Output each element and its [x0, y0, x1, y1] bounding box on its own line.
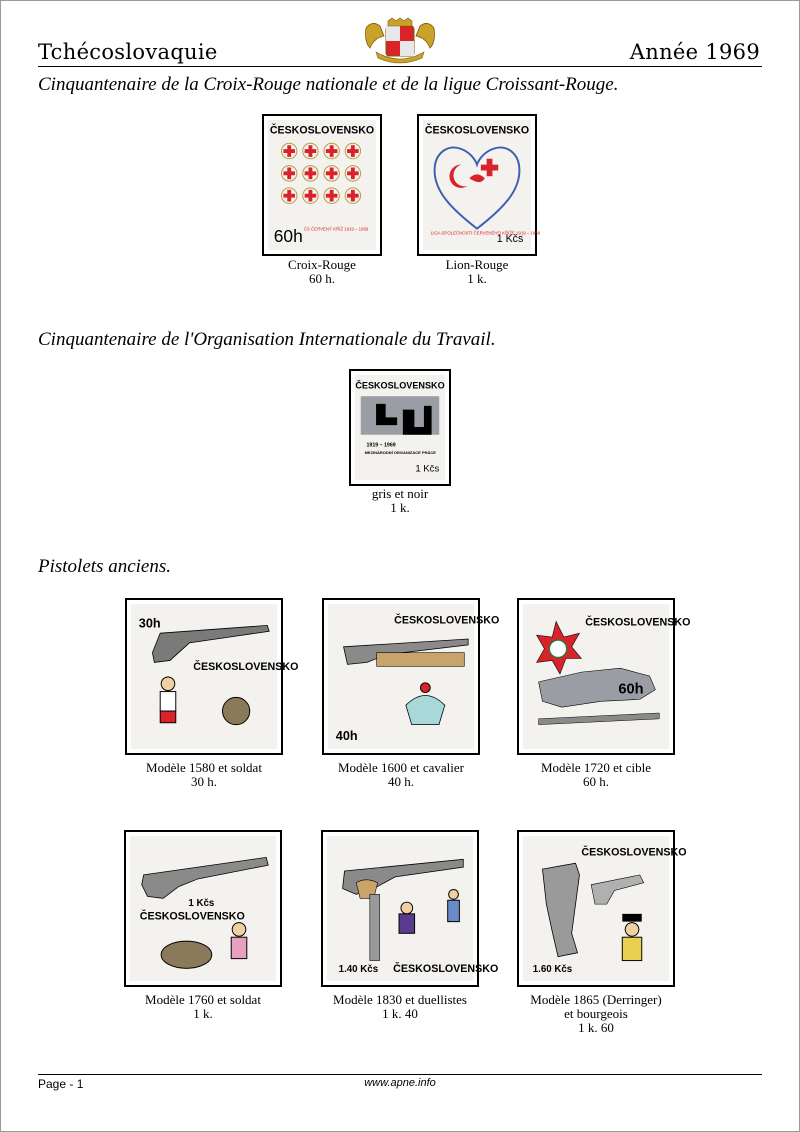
stamp-value: 60 h.: [309, 271, 335, 286]
caption-oit: [300, 487, 500, 515]
stamp-name: gris et noir: [371, 486, 429, 501]
stamp-denomination: 30h: [138, 616, 161, 631]
stamp-legend: LIGA SPOLEČNOSTÍ ČERVENÉHO KŘÍŽE 1919 – 1969: [430, 230, 541, 236]
stamp-country-text: ČESKOSLOVENSKO: [193, 661, 299, 674]
stamp-name: Lion-Rouge: [445, 257, 509, 272]
stamp-name: Modèle 1865 (Derringer): [530, 992, 662, 1007]
header-year: Année 1969: [629, 40, 760, 64]
stamp-denomination: 1.40 Kčs: [338, 964, 379, 976]
stamp-denomination: 1 Kčs: [188, 898, 215, 910]
stamp-pistol-1865: [517, 830, 687, 987]
footer-site-link[interactable]: www.apne.info: [364, 1077, 436, 1089]
stamp-name: Modèle 1830 et duellistes: [333, 992, 467, 1007]
stamp-pistol-1600: [322, 598, 500, 755]
stamp-pistol-1720: [517, 598, 691, 755]
stamp-name: Modèle 1760 et soldat: [145, 992, 261, 1007]
footer-rule: [38, 1074, 762, 1075]
stamp-name: Modèle 1720 et cible: [540, 760, 652, 775]
coat-of-arms-icon: [362, 18, 438, 64]
stamp-value: 40 h.: [388, 774, 414, 789]
stamp-value: 30 h.: [191, 774, 217, 789]
stamp-oit: [349, 369, 451, 486]
caption-pistol-1600: [301, 761, 501, 789]
stamp-country-text: ČESKOSLOVENSKO: [139, 910, 245, 923]
stamp-country-text: ČESKOSLOVENSKO: [581, 846, 687, 859]
caption-pistol-1720: [496, 761, 696, 789]
caption-pistol-1865: [496, 993, 696, 1035]
caption-pistol-1580: [104, 761, 304, 789]
stamp-country-text: ČESKOSLOVENSKO: [394, 614, 500, 627]
stamp-pistol-1760: [124, 830, 282, 987]
stamp-country-text: ČESKOSLOVENSKO: [355, 380, 445, 391]
stamp-name: Modèle 1580 et soldat: [146, 760, 262, 775]
stamp-denomination: 1 Kčs: [415, 463, 440, 475]
stamp-name: Modèle 1600 et cavalier: [338, 760, 464, 775]
caption-lion-rouge: [377, 258, 577, 286]
stamp-country-text: ČESKOSLOVENSKO: [424, 124, 530, 137]
caption-pistol-1830: [300, 993, 500, 1021]
stamp-legend: ČS ČERVENÝ KŘÍŽ 1919 – 1969: [303, 226, 369, 232]
section-title-ilo: Cinquantenaire de l'Organisation Internationale du Travail.: [38, 329, 496, 350]
stamp-name: Croix-Rouge: [288, 257, 356, 272]
stamp-pistol-1830: [321, 830, 499, 987]
section-title-red-cross: Cinquantenaire de la Croix-Rouge nationale et de la ligue Croissant-Rouge.: [38, 74, 619, 95]
stamp-croix-rouge: [262, 114, 382, 256]
stamp-value: 1 k.: [390, 500, 410, 515]
section-title-pistols: Pistolets anciens.: [38, 556, 171, 577]
stamp-country-text: ČESKOSLOVENSKO: [269, 124, 375, 137]
header-rule: [38, 66, 762, 67]
stamp-name-line2: et bourgeois: [564, 1006, 628, 1021]
stamp-denomination: 60h: [618, 681, 644, 698]
stamp-pistol-1580: [125, 598, 299, 755]
stamp-value: 1 k.: [193, 1006, 213, 1021]
stamp-legend: MEZINÁRODNÍ ORGANIZACE PRÁCE: [364, 449, 436, 455]
page-number: Page - 1: [38, 1077, 84, 1091]
stamp-value: 1 k. 60: [578, 1020, 614, 1035]
stamp-denomination: 1.60 Kčs: [532, 964, 573, 976]
header-country: Tchécoslovaquie: [38, 40, 218, 64]
stamp-denomination: 1 Kčs: [496, 233, 524, 246]
caption-pistol-1760: [103, 993, 303, 1021]
stamp-denomination: 60h: [273, 226, 303, 247]
stamp-value: 1 k.: [467, 271, 487, 286]
stamp-country-text: ČESKOSLOVENSKO: [393, 963, 499, 976]
stamp-value: 60 h.: [583, 774, 609, 789]
stamp-denomination: 40h: [335, 729, 358, 744]
stamp-lion-rouge: [417, 114, 541, 256]
stamp-years: 1919 – 1969: [366, 442, 396, 449]
stamp-value: 1 k. 40: [382, 1006, 418, 1021]
stamp-country-text: ČESKOSLOVENSKO: [585, 616, 691, 629]
